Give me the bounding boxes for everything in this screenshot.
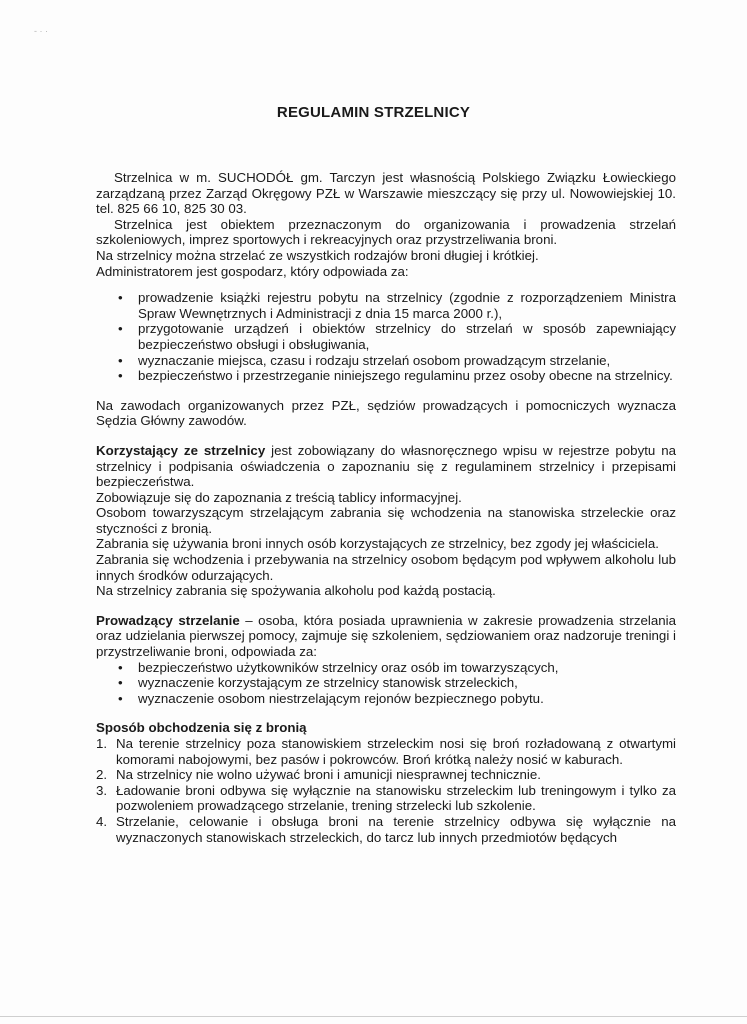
leader-section [96, 613, 676, 707]
leader-duties-list [96, 660, 676, 707]
list-item [96, 368, 676, 384]
bullet-icon: • [118, 659, 123, 675]
bullet-icon: • [118, 290, 123, 306]
list-item-text: prowadzenie książki rejestru pobytu na strzelnicy (zgodnie z rozporządzeniem Ministra Spraw Wewnętrznych i Administracji z dnia 15 marca 2000 r.), [138, 290, 676, 321]
list-number: 4. [96, 813, 108, 829]
leader-section-lead-text: – osoba, która posiada uprawnienia w zakresie prowadzenia strzelania oraz udzielania pierwszej pomocy, zajmuje się szkoleniem, sędziowaniem oraz nadzoruje treningi i przystrzeliwanie broni, odpowiada za: [96, 612, 676, 660]
admin-duties-list [96, 290, 676, 384]
list-item-text: Na terenie strzelnicy poza stanowiskiem strzeleckim nosi się broń rozładowaną z otwartymi komorami nabojowymi, bez pasów i pokrowców. Broń krótką należy nosić w kaburach. [116, 736, 676, 767]
list-item-text: wyznaczenie korzystającym ze strzelnicy stanowisk strzeleckich, [138, 675, 518, 691]
list-number: 2. [96, 767, 108, 783]
user-rule: Na strzelnicy zabrania się spożywania alkoholu pod każdą postacią. [96, 583, 496, 599]
list-item-text: wyznaczenie osobom niestrzelającym rejonów bezpiecznego pobytu. [138, 690, 544, 706]
list-item [96, 353, 676, 369]
intro-paragraph-weapons: Na strzelnicy można strzelać ze wszystkich rodzajów broni długiej i krótkiej. [96, 247, 539, 263]
list-item [96, 736, 676, 767]
list-number: 1. [96, 736, 108, 751]
user-section-heading: Korzystający ze strzelnicy [96, 442, 266, 458]
weapons-rules-list [96, 736, 676, 845]
bullet-icon: • [118, 690, 123, 706]
user-section-lead-text: jest zobowiązany do własnoręcznego wpisu w rejestrze pobytu na strzelnicy i podpisania oświadczenia o zapoznaniu się z regulaminem strzelnicy i przepisami bezpieczeństwa. [96, 442, 676, 490]
bullet-icon: • [118, 368, 123, 384]
scan-speck: - · · [34, 26, 48, 36]
list-item-text: przygotowanie urządzeń i obiektów strzelnicy do strzelań w sposób zapewniający bezpieczeństwo obsługi i obsługiwania, [138, 321, 676, 352]
list-item-text: bezpieczeństwo i przestrzeganie niniejszego regulaminu przez osoby obecne na strzelnicy. [138, 368, 673, 384]
judges-paragraph: Na zawodach organizowanych przez PZŁ, sędziów prowadzących i pomocniczych wyznacza Sędzia Główny zawodów. [96, 397, 676, 429]
list-item [96, 783, 676, 814]
bullet-icon: • [118, 675, 123, 691]
intro-paragraph-owner: Strzelnica w m. SUCHODÓŁ gm. Tarczyn jest własnością Polskiego Związku Łowieckiego zarządzaną przez Zarząd Okręgowy PZŁ w Warszawie mieszczący się przy ul. Nowowiejskiej 10. tel. 825 66 10, 825 30 03. [96, 170, 676, 217]
weapons-section-heading: Sposób obchodzenia się z bronią [96, 720, 307, 736]
user-section-lead [96, 443, 676, 490]
list-item-text: Ładowanie broni odbywa się wyłącznie na stanowisku strzeleckim lub treningowym i tylko za pozwoleniem prowadzącego strzelanie, trening strzelecki lub szkolenie. [116, 782, 676, 814]
list-item-text: Strzelanie, celowanie i obsługa broni na terenie strzelnicy odbywa się wyłącznie na wyznaczonych stanowiskach strzeleckich, do tarcz lub innych przedmiotów będących [116, 813, 676, 845]
leader-section-lead [96, 613, 676, 660]
list-item [96, 814, 676, 845]
user-rule: Zabrania się używania broni innych osób korzystających ze strzelnicy, bez zgody jej właściciela. [96, 536, 659, 552]
list-item-text: wyznaczanie miejsca, czasu i rodzaju strzelań osobom prowadzącym strzelanie, [138, 352, 611, 368]
list-number: 3. [96, 782, 108, 798]
page-bottom-edge [0, 1016, 747, 1017]
user-rule: Osobom towarzyszącym strzelającym zabrania się wchodzenia na stanowiska strzeleckie oraz styczności z bronią. [96, 505, 676, 536]
list-item [96, 660, 676, 676]
list-item [96, 290, 676, 321]
intro-paragraph-administrator: Administratorem jest gospodarz, który odpowiada za: [96, 263, 409, 279]
user-section [96, 443, 676, 599]
document-title: REGULAMIN STRZELNICY [276, 104, 471, 121]
weapons-section [96, 720, 676, 845]
list-item [96, 675, 676, 691]
list-item [96, 691, 676, 707]
leader-section-heading: Prowadzący strzelanie [96, 612, 240, 628]
intro-paragraph-purpose: Strzelnica jest obiektem przeznaczonym do organizowania i prowadzenia strzelań szkoleniowych, imprez sportowych i rekreacyjnych oraz przystrzeliwania broni. [96, 216, 676, 248]
user-rule: Zobowiązuje się do zapoznania z treścią tablicy informacyjnej. [96, 489, 462, 505]
bullet-icon: • [118, 321, 123, 337]
list-item-text: bezpieczeństwo użytkowników strzelnicy oraz osób im towarzyszących, [138, 659, 559, 675]
list-item [96, 767, 676, 783]
bullet-icon: • [118, 352, 123, 368]
list-item-text: Na strzelnicy nie wolno używać broni i amunicji niesprawnej technicznie. [116, 767, 541, 783]
document-body [96, 170, 676, 845]
user-rule: Zabrania się wchodzenia i przebywania na strzelnicy osobom będącym pod wpływem alkoholu lub innych środków odurzających. [96, 552, 676, 583]
list-item [96, 321, 676, 352]
